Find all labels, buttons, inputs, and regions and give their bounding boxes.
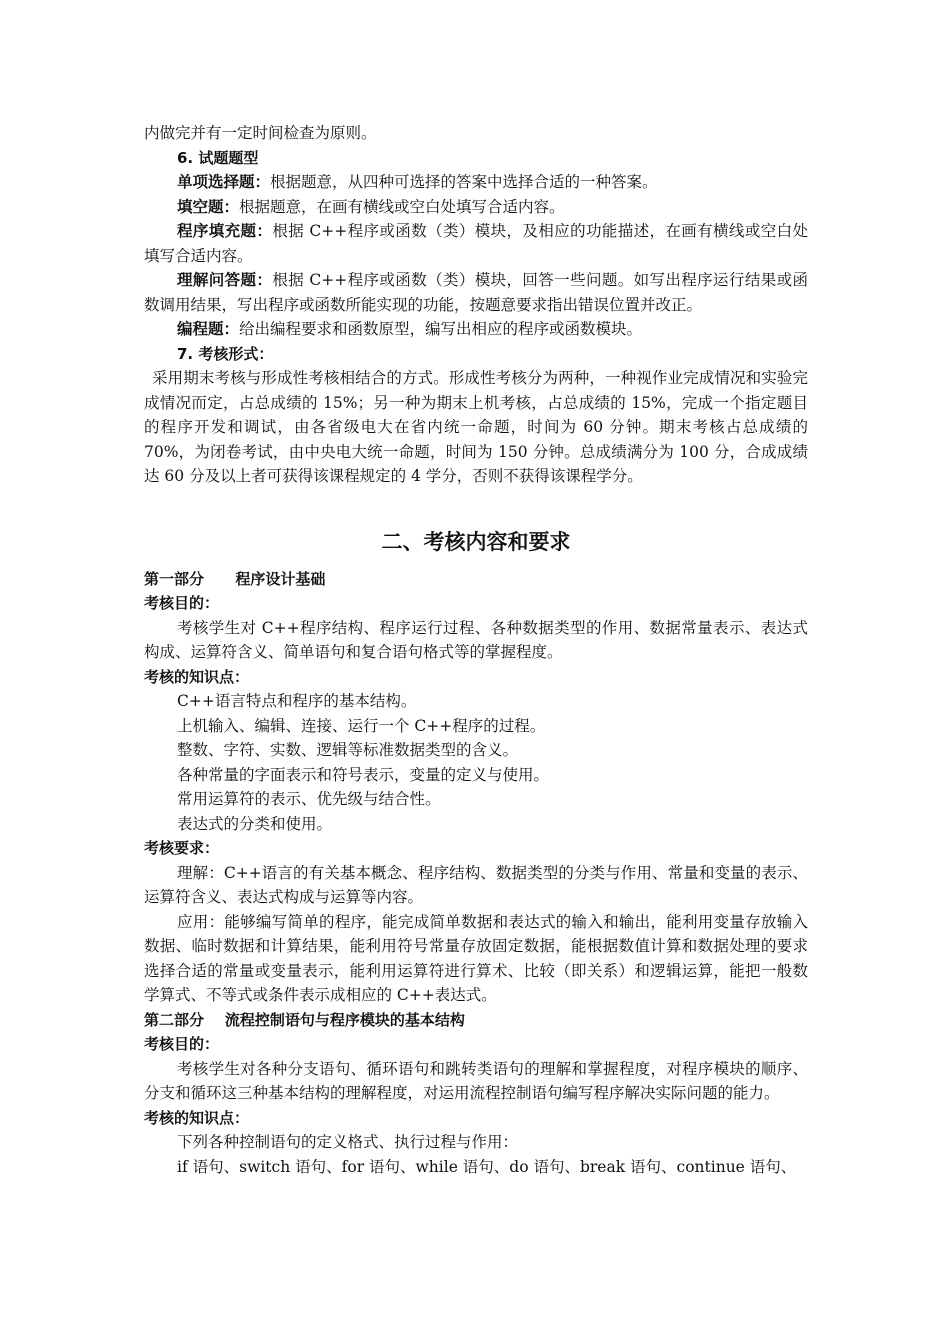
type-label: 程序填充题： — [177, 221, 273, 240]
type-label: 填空题： — [177, 196, 240, 216]
part2-goal-head: 考核目的： — [144, 1035, 220, 1053]
type-programming — [144, 317, 808, 342]
type-single-choice — [144, 170, 808, 195]
part2-point: if 语句、switch 语句、for 语句、while 语句、do 语句、break 语句、continue 语句、 — [177, 1157, 797, 1176]
type-text: 根据 C++程序或函数（类）模块，及相应的功能描述，在画有横线或空白处填写合适内容。 — [144, 222, 808, 265]
part2-points-head: 考核的知识点： — [144, 1108, 250, 1127]
part1-point: C++语言特点和程序的基本结构。 — [177, 692, 417, 710]
type-text: 根据 C++程序或函数（类）模块，回答一些问题。如写出程序运行结果或函数调用结果，写出程序或函数所能实现的功能，按题意要求指出错误位置并改正。 — [144, 271, 808, 314]
type-label: 理解问答题： — [177, 270, 273, 289]
part1-point: 上机输入、编辑、连接、运行一个 C++程序的过程。 — [177, 716, 546, 735]
type-text: 给出编程要求和函数原型，编写出相应的程序或函数模块。 — [239, 320, 643, 338]
part2-goal-text: 考核学生对各种分支语句、循环语句和跳转类语句的理解和掌握程度，对程序模块的顺序、分支和循环这三种基本结构的理解程度，对运用流程控制语句编写程序解决实际问题的能力。 — [144, 1059, 808, 1102]
item6-title: 6. 试题题型 — [177, 148, 259, 167]
part2-title: 第二部分 流程控制语句与程序模块的基本结构 — [144, 1010, 465, 1029]
document-page — [144, 121, 808, 1179]
type-qa — [144, 268, 808, 317]
item7-title: 7. 考核形式： — [177, 344, 274, 363]
part1-req-apply: 应用：能够编写简单的程序，能完成简单数据和表达式的输入和输出，能利用变量存放输入数据、临时数据和计算结果，能利用符号常量存放固定数据，能根据数值计算和数据处理的要求选择合适的常量或变量表示，能利用运算符进行算术、比较（即关系）和逻辑运算，能把一般数学算式、不等式或条件表示成相应的 C++表达式。 — [144, 912, 808, 1004]
type-text: 根据题意，从四种可选择的答案中选择合适的一种答案。 — [270, 173, 658, 191]
type-label: 单项选择题： — [177, 172, 271, 191]
part1-point: 整数、字符、实数、逻辑等标准数据类型的含义。 — [177, 741, 519, 759]
continued-line: 内做完并有一定时间检查为原则。 — [144, 124, 377, 142]
type-fill-blank — [144, 195, 808, 220]
part1-point: 表达式的分类和使用。 — [177, 814, 333, 833]
section-title: 二、考核内容和要求 — [381, 529, 571, 554]
part2-point: 下列各种控制语句的定义格式、执行过程与作用： — [177, 1133, 519, 1151]
part1-point: 各种常量的字面表示和符号表示，变量的定义与使用。 — [177, 765, 550, 784]
type-program-fill — [144, 219, 808, 268]
part1-goal-text: 考核学生对 C++程序结构、程序运行过程、各种数据类型的作用、数据常量表示、表达式构成、运算符含义、简单语句和复合语句格式等的掌握程度。 — [144, 618, 808, 661]
type-text: 根据题意，在画有横线或空白处填写合适内容。 — [239, 197, 565, 216]
part1-req-head: 考核要求： — [144, 839, 220, 857]
part1-goal-head: 考核目的： — [144, 594, 220, 612]
part1-title: 第一部分 程序设计基础 — [144, 569, 326, 588]
part1-points-head: 考核的知识点： — [144, 667, 250, 686]
type-label: 编程题： — [177, 319, 240, 338]
item7-text: 采用期末考核与形成性考核相结合的方式。形成性考核分为两种，一种视作业完成情况和实验完成情况而定，占总成绩的 15%；另一种为期末上机考核，占总成绩的 15%，完成一个指定题目的程序开发和调试，由各省级电大在省内统一命题，时间为 60 分钟。期末考核占总成绩的 70%，为闭卷考试，由中央电大统一命题，时间为 150 分钟。总成绩满分为 100 分，合成成绩达 60 分及以上者可获得该课程规定的 4 学分，否则不获得该课程学分。 — [144, 369, 808, 485]
part1-point: 常用运算符的表示、优先级与结合性。 — [177, 790, 441, 808]
part1-req-understand: 理解：C++语言的有关基本概念、程序结构、数据类型的分类与作用、常量和变量的表示、运算符含义、表达式构成与运算等内容。 — [144, 863, 808, 906]
